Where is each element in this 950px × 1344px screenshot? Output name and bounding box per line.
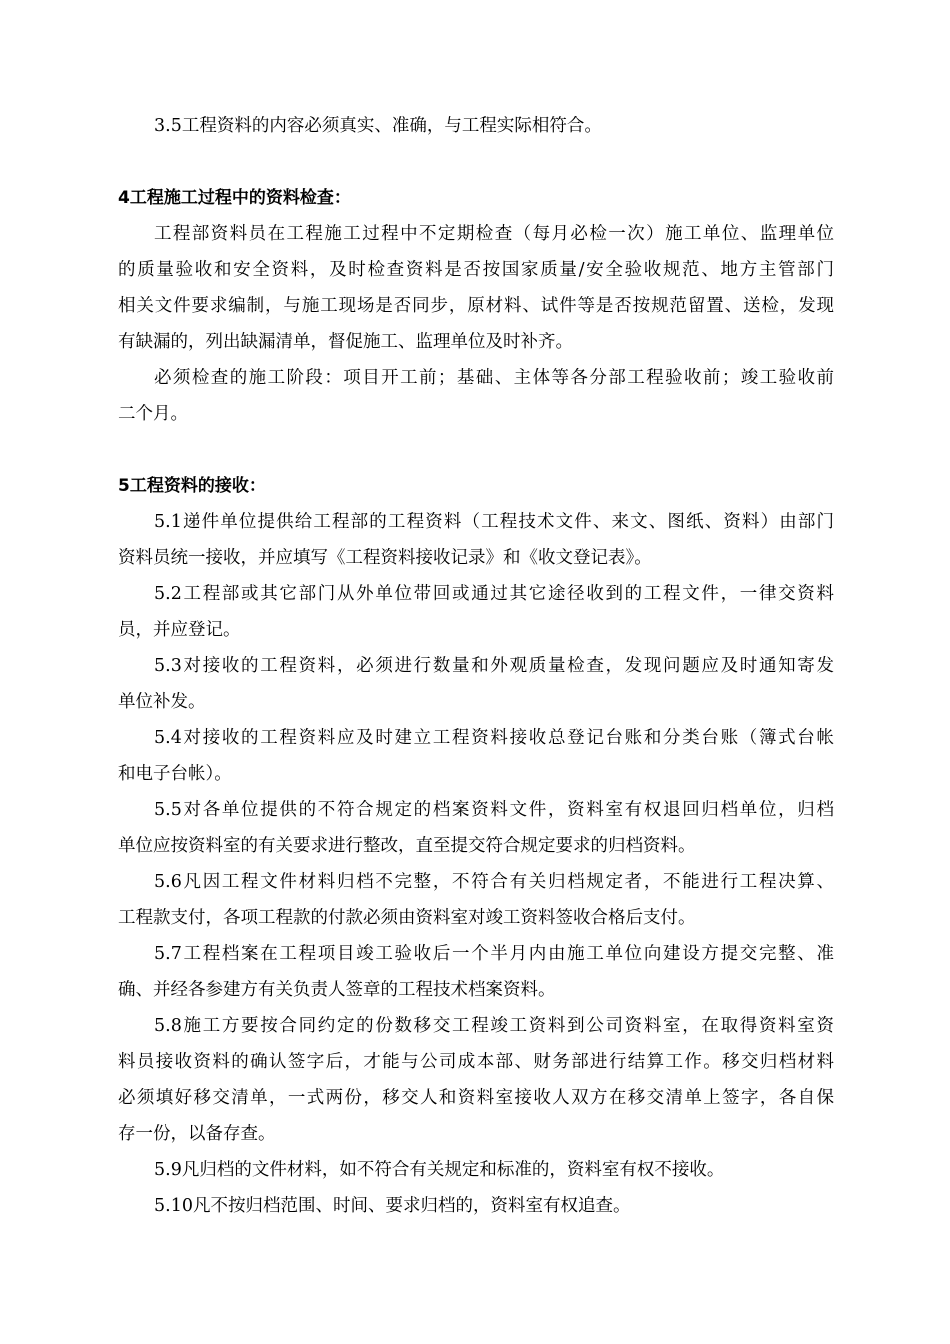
paragraph-line: 5.7工程档案在工程项目竣工验收后一个半月内由施工单位向建设方提交完整、准 xyxy=(154,944,834,964)
paragraph-line: 存一份，以备存查。 xyxy=(118,1124,276,1144)
clause-5-6 xyxy=(118,864,834,936)
paragraph-line: 的质量验收和安全资料，及时检查资料是否按国家质量/安全验收规范、地方主管部门 xyxy=(118,260,834,280)
paragraph-line: 5.5对各单位提供的不符合规定的档案资料文件，资料室有权退回归档单位，归档 xyxy=(154,800,834,820)
paragraph-line: 工程款支付，各项工程款的付款必须由资料室对竣工资料签收合格后支付。 xyxy=(118,908,696,928)
paragraph-line: 5.10凡不按归档范围、时间、要求归档的，资料室有权追查。 xyxy=(154,1196,631,1216)
paragraph-line: 5.1递件单位提供给工程部的工程资料（工程技术文件、来文、图纸、资料）由部门 xyxy=(154,512,834,532)
clause-5-2 xyxy=(118,576,834,648)
paragraph-line: 资料员统一接收，并应填写《工程资料接收记录》和《收文登记表》。 xyxy=(118,548,652,568)
section-4-paragraph-2 xyxy=(118,360,834,432)
clause-5-8 xyxy=(118,1008,834,1152)
clause-3-5: 3.5工程资料的内容必须真实、准确，与工程实际相符合。 xyxy=(154,116,602,136)
paragraph-line: 料员接收资料的确认签字后，才能与公司成本部、财务部进行结算工作。移交归档材料 xyxy=(118,1052,834,1072)
clause-5-3 xyxy=(118,648,834,720)
paragraph-line: 必须检查的施工阶段：项目开工前；基础、主体等各分部工程验收前；竣工验收前 xyxy=(154,368,834,388)
paragraph-line: 5.9凡归档的文件材料，如不符合有关规定和标准的，资料室有权不接收。 xyxy=(154,1160,725,1180)
clause-5-1 xyxy=(118,504,834,576)
clause-5-4 xyxy=(118,720,834,792)
paragraph-line: 5.4对接收的工程资料应及时建立工程资料接收总登记台账和分类台账（簿式台帐 xyxy=(154,728,834,748)
paragraph-line: 必须填好移交清单，一式两份，移交人和资料室接收人双方在移交清单上签字，各自保 xyxy=(118,1088,834,1108)
clause-5-5 xyxy=(118,792,834,864)
section-5-heading: 5工程资料的接收： xyxy=(118,476,266,496)
paragraph-line: 二个月。 xyxy=(118,404,188,424)
section-4-paragraph-1 xyxy=(118,216,834,360)
paragraph-line: 员，并应登记。 xyxy=(118,620,241,640)
paragraph-line: 单位应按资料室的有关要求进行整改，直至提交符合规定要求的归档资料。 xyxy=(118,836,696,856)
spacer xyxy=(118,432,834,468)
paragraph-line: 5.6凡因工程文件材料归档不完整，不符合有关归档规定者，不能进行工程决算、 xyxy=(154,872,834,892)
paragraph-line: 有缺漏的，列出缺漏清单，督促施工、监理单位及时补齐。 xyxy=(118,332,573,352)
clause-5-9 xyxy=(118,1152,834,1188)
spacer xyxy=(118,144,834,180)
paragraph-line: 5.8施工方要按合同约定的份数移交工程竣工资料到公司资料室，在取得资料室资 xyxy=(154,1016,834,1036)
paragraph-line: 相关文件要求编制，与施工现场是否同步，原材料、试件等是否按规范留置、送检，发现 xyxy=(118,296,834,316)
section-4-heading: 4工程施工过程中的资料检查： xyxy=(118,188,351,208)
clause-5-7 xyxy=(118,936,834,1008)
clause-5-10 xyxy=(118,1188,834,1224)
paragraph-line: 单位补发。 xyxy=(118,692,206,712)
paragraph-line: 5.2工程部或其它部门从外单位带回或通过其它途径收到的工程文件，一律交资料 xyxy=(154,584,834,604)
paragraph-line: 和电子台帐）。 xyxy=(118,764,232,784)
paragraph-line: 5.3对接收的工程资料，必须进行数量和外观质量检查，发现问题应及时通知寄发 xyxy=(154,656,834,676)
document-page xyxy=(118,108,834,1224)
paragraph-line: 确、并经各参建方有关负责人签章的工程技术档案资料。 xyxy=(118,980,556,1000)
paragraph-line: 工程部资料员在工程施工过程中不定期检查（每月必检一次）施工单位、监理单位 xyxy=(154,224,834,244)
